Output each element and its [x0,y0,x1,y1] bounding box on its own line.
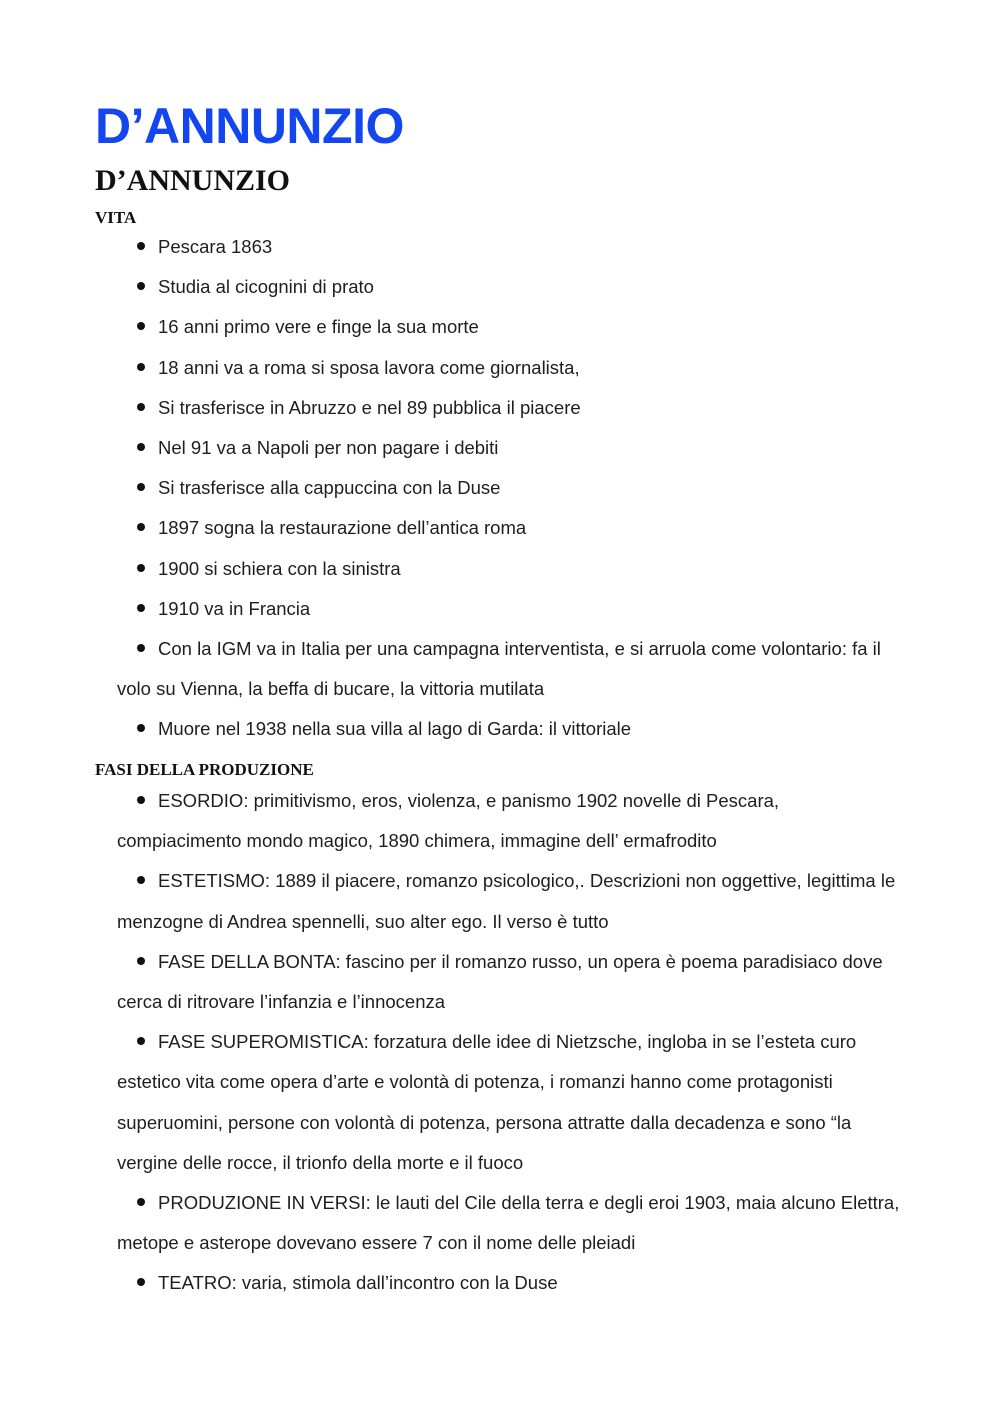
list-item [117,1022,907,1183]
fasi-list [117,781,907,1304]
list-item [117,942,907,1022]
list-item-text: 1897 sogna la restaurazione dell’antica roma [158,517,527,539]
bullet-icon [137,1037,145,1045]
list-item [117,549,907,589]
bullet-icon [137,796,145,804]
list-item-text: ESORDIO: primitivismo, eros, violenza, e panismo 1902 novelle di Pescara, compiacimento mondo magico, 1890 chimera, immagine dell’ ermafrodito [117,790,780,852]
list-item-text: Muore nel 1938 nella sua villa al lago di Garda: il vittoriale [158,718,632,740]
list-item [117,267,907,307]
bullet-icon [137,604,145,612]
bullet-icon [137,443,145,451]
bullet-icon [137,564,145,572]
list-item [117,629,907,709]
bullet-icon [137,644,145,652]
list-item-text: PRODUZIONE IN VERSI: le lauti del Cile della terra e degli eroi 1903, maia alcuno Elettra, metope e asterope dovevano essere 7 con il nome delle pleiadi [117,1192,900,1254]
bullet-icon [137,403,145,411]
list-item-text: FASE DELLA BONTA: fascino per il romanzo russo, un opera è poema paradisiaco dove cerca di ritrovare l’infanzia e l’innocenza [117,950,883,1013]
bullet-icon [137,523,145,531]
list-item [117,227,907,267]
list-item-text: 16 anni primo vere e finge la sua morte [158,316,479,338]
bullet-icon [137,724,145,732]
bullet-icon [137,1278,145,1286]
list-item-text: Si trasferisce in Abruzzo e nel 89 pubblica il piacere [158,396,581,418]
list-item-text: TEATRO: varia, stimola dall’incontro con la Duse [158,1272,558,1294]
list-item [117,781,907,861]
list-item-text: ESTETISMO: 1889 il piacere, romanzo psicologico,. Descrizioni non oggettive, legittima le menzogne di Andrea spennelli, suo alter ego. Il verso è tutto [117,870,896,932]
list-item-text: Pescara 1863 [158,236,273,257]
list-item [117,1183,907,1263]
list-item [117,388,907,428]
section-heading-vita: VITA [95,208,137,227]
list-item [117,468,907,508]
list-item [117,589,907,629]
bullet-icon [137,483,145,491]
main-title: D’ANNUNZIO [95,98,404,154]
list-item-text: Studia al cicognini di prato [158,276,374,298]
list-item-text: FASE SUPEROMISTICA: forzatura delle idee di Nietzsche, ingloba in se l’esteta curo estetico vita come opera d’arte e volontà di potenza, i romanzi hanno come protagonisti superuomini, persone con volontà di potenza, persona attratte dalla decadenza e sono “la vergine delle rocce, il trionfo della morte e il fuoco [117,1031,857,1173]
list-item [117,709,907,749]
bullet-icon [137,282,145,290]
list-item-text: Si trasferisce alla cappuccina con la Duse [158,477,501,499]
bullet-icon [137,1198,145,1206]
section-heading-fasi: FASI DELLA PRODUZIONE [95,760,314,779]
vita-list [117,227,907,750]
list-item [117,861,907,941]
list-item [117,508,907,548]
list-item [117,348,907,388]
bullet-icon [137,876,145,884]
list-item-text: 1900 si schiera con la sinistra [158,557,401,579]
bullet-icon [137,242,145,250]
list-item [117,1263,907,1303]
list-item-text: 18 anni va a roma si sposa lavora come giornalista, [158,356,580,378]
bullet-icon [137,322,145,330]
list-item [117,428,907,468]
sub-title: D’ANNUNZIO [95,164,290,197]
list-item [117,307,907,347]
list-item-text: Nel 91 va a Napoli per non pagare i debiti [158,437,499,459]
bullet-icon [137,957,145,965]
list-item-text: Con la IGM va in Italia per una campagna interventista, e si arruola come volontario: fa il volo su Vienna, la beffa di bucare, la vittoria mutilata [117,638,881,700]
list-item-text: 1910 va in Francia [158,597,311,619]
bullet-icon [137,363,145,371]
